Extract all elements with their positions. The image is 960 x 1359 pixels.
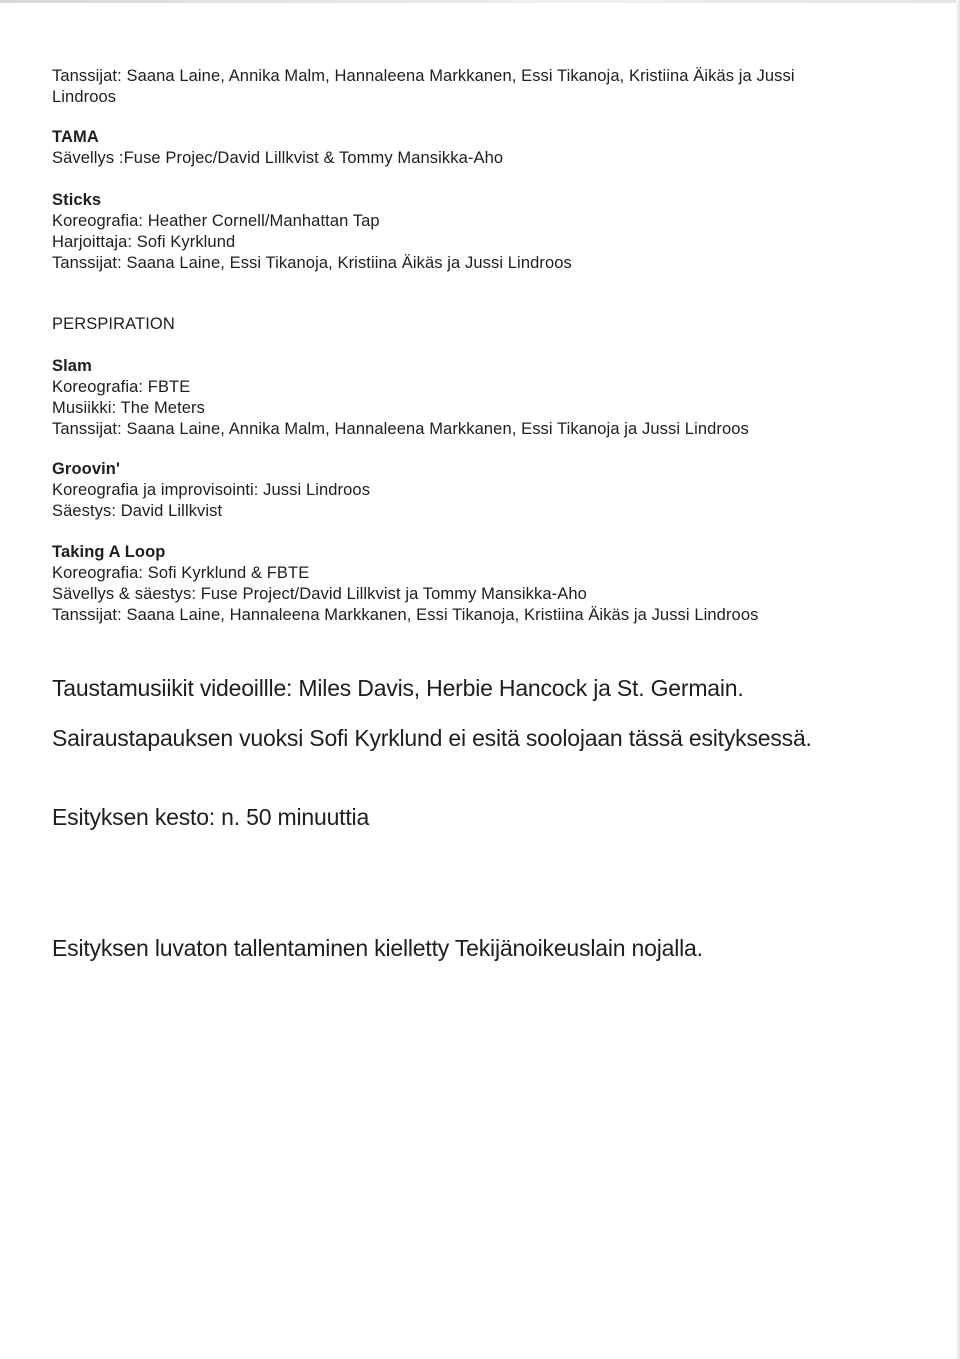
sticks-rehearsal: Harjoittaja: Sofi Kyrklund [52,233,236,251]
copyright-note: Esityksen luvaton tallentaminen kielletty Tekijänoikeuslain nojalla. [52,935,703,961]
sticks-dancers: Tanssijat: Saana Laine, Essi Tikanoja, Kristiina Äikäs ja Jussi Lindroos [52,254,572,272]
slam-music: Musiikki: The Meters [52,399,205,417]
groovin-title: Groovin' [52,460,120,478]
taking-a-loop-choreography: Koreografia: Sofi Kyrklund & FBTE [52,564,310,582]
slam-dancers: Tanssijat: Saana Laine, Annika Malm, Hannaleena Markkanen, Essi Tikanoja ja Jussi Lindroos [52,420,749,438]
slam-title: Slam [52,357,92,375]
tama-music: Sävellys :Fuse Projec/David Lillkvist & Tommy Mansikka-Aho [52,149,504,167]
background-music-note: Taustamusiikit videoillle: Miles Davis, Herbie Hancock ja St. Germain. [52,675,744,701]
taking-a-loop-music: Sävellys & säestys: Fuse Project/David Lillkvist ja Tommy Mansikka-Aho [52,585,587,603]
sticks-title: Sticks [52,191,102,209]
slam-choreography: Koreografia: FBTE [52,378,191,396]
groovin-choreography: Koreografia ja improvisointi: Jussi Lindroos [52,481,371,499]
intro-dancers: Tanssijat: Saana Laine, Annika Malm, Hannaleena Markkanen, Essi Tikanoja, Kristiina Äikäs ja Jussi Lindroos [52,67,795,106]
tama-title: TAMA [52,128,99,146]
groovin-arrangement: Säestys: David Lillkvist [52,502,223,520]
sticks-choreography: Koreografia: Heather Cornell/Manhattan Tap [52,212,380,230]
program-page [52,66,852,962]
taking-a-loop-title: Taking A Loop [52,543,166,561]
taking-a-loop-dancers: Tanssijat: Saana Laine, Hannaleena Markkanen, Essi Tikanoja, Kristiina Äikäs ja Jussi Lindroos [52,606,759,624]
illness-note: Sairaustapauksen vuoksi Sofi Kyrklund ei esitä soolojaan tässä esityksessä. [52,725,812,751]
scan-edge-top [0,0,960,3]
duration-note: Esityksen kesto: n. 50 minuuttia [52,804,370,830]
scan-edge-right [956,0,960,1359]
perspiration-heading: PERSPIRATION [52,315,175,333]
